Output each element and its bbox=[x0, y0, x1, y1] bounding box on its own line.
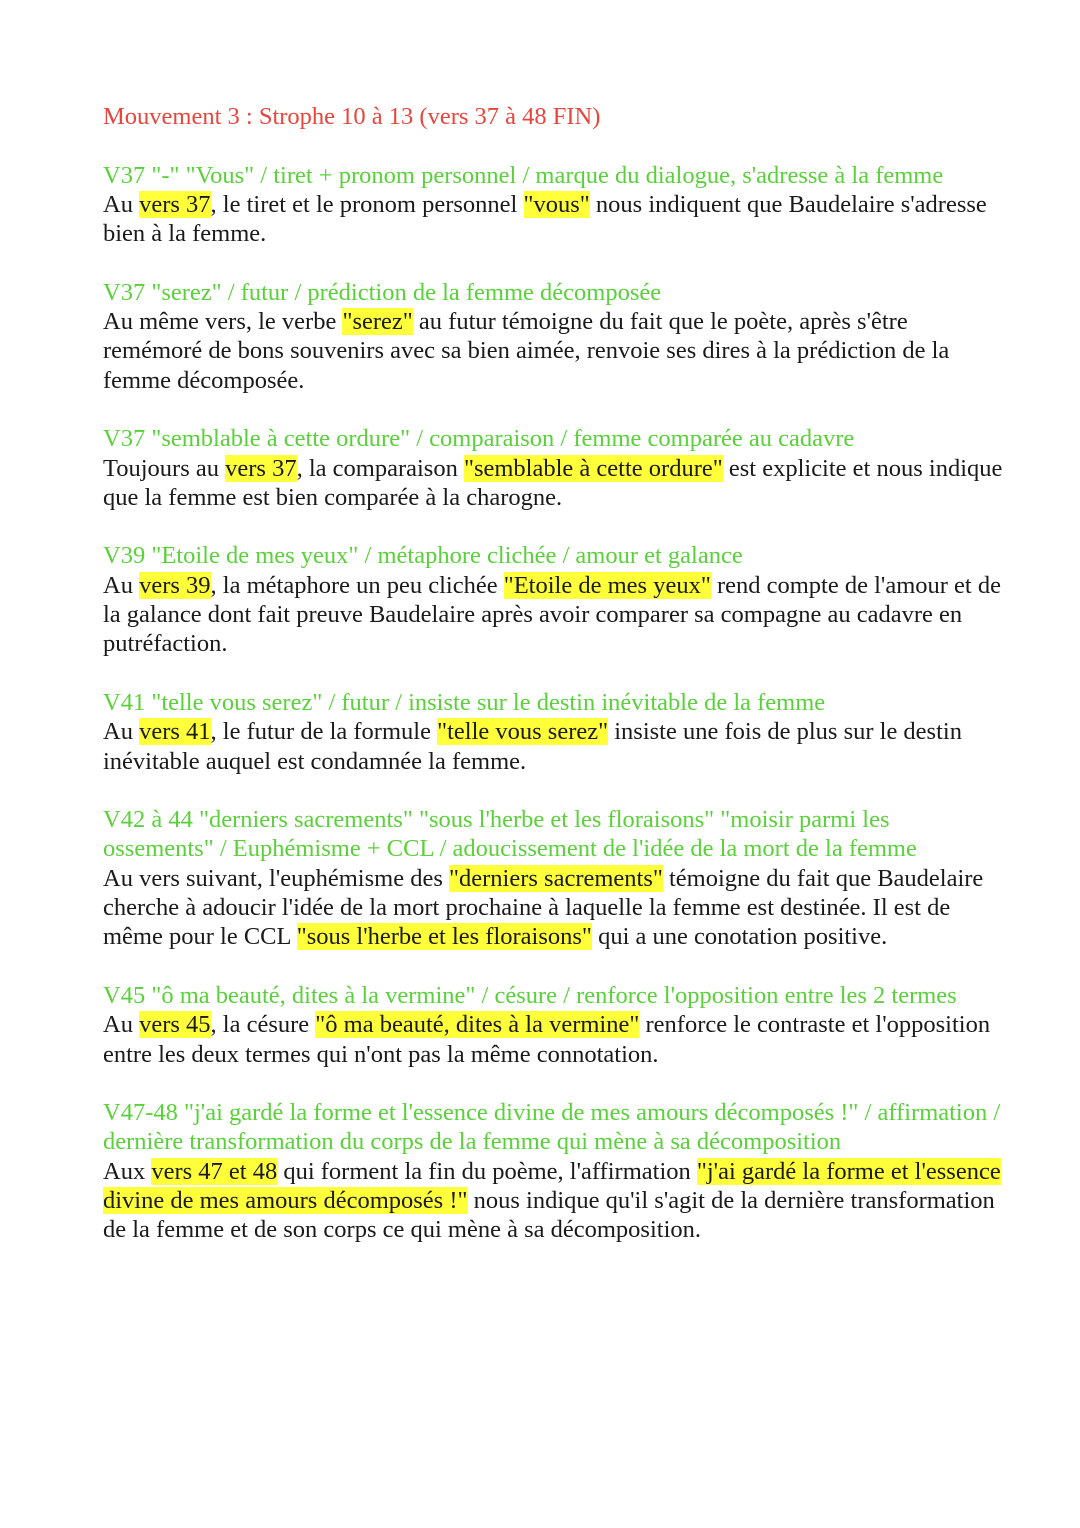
highlighted-text: vers 37 bbox=[139, 190, 211, 218]
paragraph-text: Toujours au bbox=[103, 454, 226, 482]
analysis-block bbox=[103, 688, 1003, 776]
paragraph-text: Au vers suivant, l'euphémisme des bbox=[103, 864, 449, 892]
paragraph-text: Au bbox=[103, 718, 140, 746]
analysis-paragraph bbox=[103, 864, 1003, 952]
analysis-blocks bbox=[103, 161, 1003, 1245]
paragraph-text: est explicite et nous indique que la femme est bien comparée à la charogne. bbox=[103, 454, 1003, 511]
paragraph-text: au futur témoigne du fait que le poète, après s'être remémoré de bons souvenirs avec sa bien aimée, renvoie ses dires à la prédiction de la femme décomposée. bbox=[103, 308, 950, 394]
analysis-paragraph bbox=[103, 1010, 1003, 1069]
paragraph-text: qui a une conotation positive. bbox=[591, 923, 888, 951]
analysis-note: V45 "ô ma beauté, dites à la vermine" / césure / renforce l'opposition entre les 2 termes bbox=[103, 981, 957, 1009]
analysis-paragraph bbox=[103, 571, 1003, 659]
paragraph-text: renforce le contraste et l'opposition entre les deux termes qui n'ont pas la même connotation. bbox=[103, 1011, 991, 1068]
paragraph-text: , la césure bbox=[210, 1011, 316, 1039]
highlighted-text: "ô ma beauté, dites à la vermine" bbox=[315, 1011, 640, 1039]
highlighted-text: vers 39 bbox=[139, 571, 211, 599]
paragraph-text: , la comparaison bbox=[296, 454, 464, 482]
highlighted-text: vers 45 bbox=[139, 1011, 211, 1039]
paragraph-text: , la métaphore un peu clichée bbox=[210, 571, 504, 599]
analysis-note: V47-48 "j'ai gardé la forme et l'essence divine de mes amours décomposés !" / affirmation / dernière transformation du corps de la femme qui mène à sa décomposition bbox=[103, 1099, 1001, 1156]
analysis-note: V39 "Etoile de mes yeux" / métaphore clichée / amour et galance bbox=[103, 542, 743, 570]
highlighted-text: "serez" bbox=[342, 308, 413, 336]
paragraph-text: , le futur de la formule bbox=[210, 718, 438, 746]
highlighted-text: "j'ai gardé la forme et l'essence divine de mes amours décomposés !" bbox=[103, 1157, 1001, 1214]
paragraph-text: Au bbox=[103, 190, 140, 218]
analysis-note: V37 "semblable à cette ordure" / comparaison / femme comparée au cadavre bbox=[103, 425, 855, 453]
analysis-paragraph bbox=[103, 190, 1003, 249]
analysis-paragraph bbox=[103, 454, 1003, 513]
highlighted-text: "semblable à cette ordure" bbox=[463, 454, 723, 482]
analysis-note: V37 "serez" / futur / prédiction de la femme décomposée bbox=[103, 278, 662, 306]
paragraph-text: nous indiquent que Baudelaire s'adresse bien à la femme. bbox=[103, 190, 987, 248]
analysis-note: V42 à 44 "derniers sacrements" "sous l'herbe et les floraisons" "moisir parmi les ossements" / Euphémisme + CCL / adoucissement de l'idée de la mort de la femme bbox=[103, 806, 917, 863]
highlighted-text: "Etoile de mes yeux" bbox=[503, 571, 711, 599]
paragraph-text: Aux bbox=[103, 1157, 152, 1185]
document-title: Mouvement 3 : Strophe 10 à 13 (vers 37 à 48 FIN) bbox=[103, 103, 601, 130]
paragraph-text: qui forment la fin du poème, l'affirmation bbox=[277, 1157, 697, 1185]
analysis-paragraph bbox=[103, 307, 1003, 395]
paragraph-text: nous indique qu'il s'agit de la dernière transformation de la femme et de son corps ce qui mène à sa décomposition. bbox=[103, 1186, 995, 1244]
analysis-note: V41 "telle vous serez" / futur / insiste sur le destin inévitable de la femme bbox=[103, 688, 826, 716]
highlighted-text: "vous" bbox=[523, 190, 590, 218]
analysis-block bbox=[103, 1098, 1003, 1244]
highlighted-text: "sous l'herbe et les floraisons" bbox=[296, 923, 592, 951]
analysis-block bbox=[103, 278, 1003, 395]
highlighted-text: "derniers sacrements" bbox=[449, 864, 663, 892]
highlighted-text: vers 47 et 48 bbox=[151, 1157, 278, 1185]
paragraph-text: Au bbox=[103, 1011, 140, 1039]
highlighted-text: vers 37 bbox=[225, 454, 297, 482]
paragraph-text: Au bbox=[103, 571, 140, 599]
document-page bbox=[103, 102, 1003, 1274]
paragraph-text: insiste une fois de plus sur le destin inévitable auquel est condamnée la femme. bbox=[103, 718, 962, 775]
highlighted-text: "telle vous serez" bbox=[437, 718, 609, 746]
analysis-block bbox=[103, 805, 1003, 951]
analysis-block bbox=[103, 541, 1003, 658]
paragraph-text: témoigne du fait que Baudelaire cherche à adoucir l'idée de la mort prochaine à laquelle la femme est destinée. Il est de même pour le CCL bbox=[103, 864, 984, 951]
analysis-paragraph bbox=[103, 717, 1003, 776]
analysis-paragraph bbox=[103, 1157, 1003, 1245]
paragraph-text: Au même vers, le verbe bbox=[103, 308, 343, 336]
analysis-block bbox=[103, 424, 1003, 512]
highlighted-text: vers 41 bbox=[139, 718, 211, 746]
analysis-block bbox=[103, 981, 1003, 1069]
analysis-note: V37 "-" "Vous" / tiret + pronom personnel / marque du dialogue, s'adresse à la femme bbox=[103, 161, 944, 189]
analysis-block bbox=[103, 161, 1003, 249]
paragraph-text: rend compte de l'amour et de la galance dont fait preuve Baudelaire après avoir comparer sa compagne au cadavre en putréfaction. bbox=[103, 571, 1001, 658]
paragraph-text: , le tiret et le pronom personnel bbox=[210, 190, 524, 218]
